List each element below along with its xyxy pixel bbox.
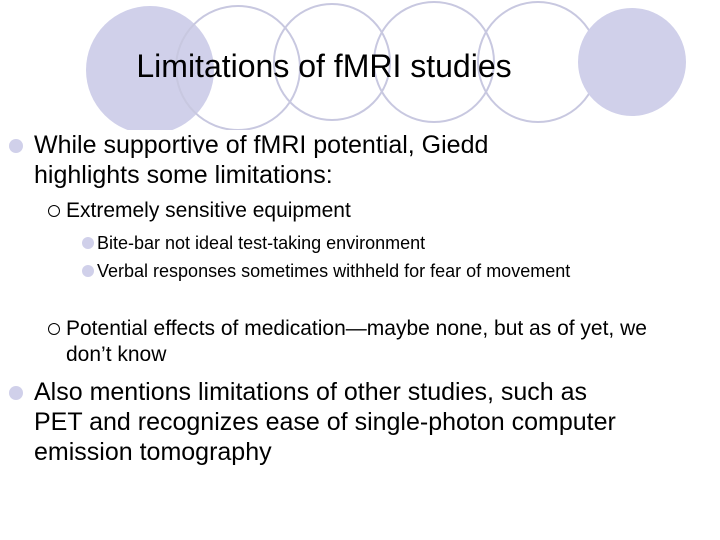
bullet-dot-icon — [9, 139, 23, 153]
bullet-item — [34, 377, 634, 467]
sub-bullet-item — [66, 316, 656, 368]
bullet-text: While supportive of fMRI potential, Giedd highlights some limitations: — [34, 131, 489, 189]
sub-sub-bullet-item — [97, 258, 597, 284]
bullet-dot-icon — [82, 237, 94, 249]
bullet-text: Also mentions limitations of other studies, such as PET and recognizes ease of single-photon computer emission tomography — [34, 378, 616, 466]
bullet-ring-icon — [48, 323, 60, 335]
sub-sub-bullet-text: Verbal responses sometimes withheld for fear of movement — [97, 261, 571, 281]
sub-bullet-item — [66, 198, 626, 224]
bullet-dot-icon — [9, 386, 23, 400]
bullet-item — [34, 130, 594, 190]
sub-bullet-text: Potential effects of medication—maybe none, but as of yet, we don’t know — [66, 317, 647, 366]
sub-sub-bullet-text: Bite-bar not ideal test-taking environment — [97, 233, 426, 253]
bullet-dot-icon — [82, 265, 94, 277]
sub-sub-bullet-item — [97, 230, 597, 256]
sub-bullet-text: Extremely sensitive equipment — [66, 199, 351, 222]
bullet-ring-icon — [48, 205, 60, 217]
slide-title: Limitations of fMRI studies — [136, 48, 512, 84]
